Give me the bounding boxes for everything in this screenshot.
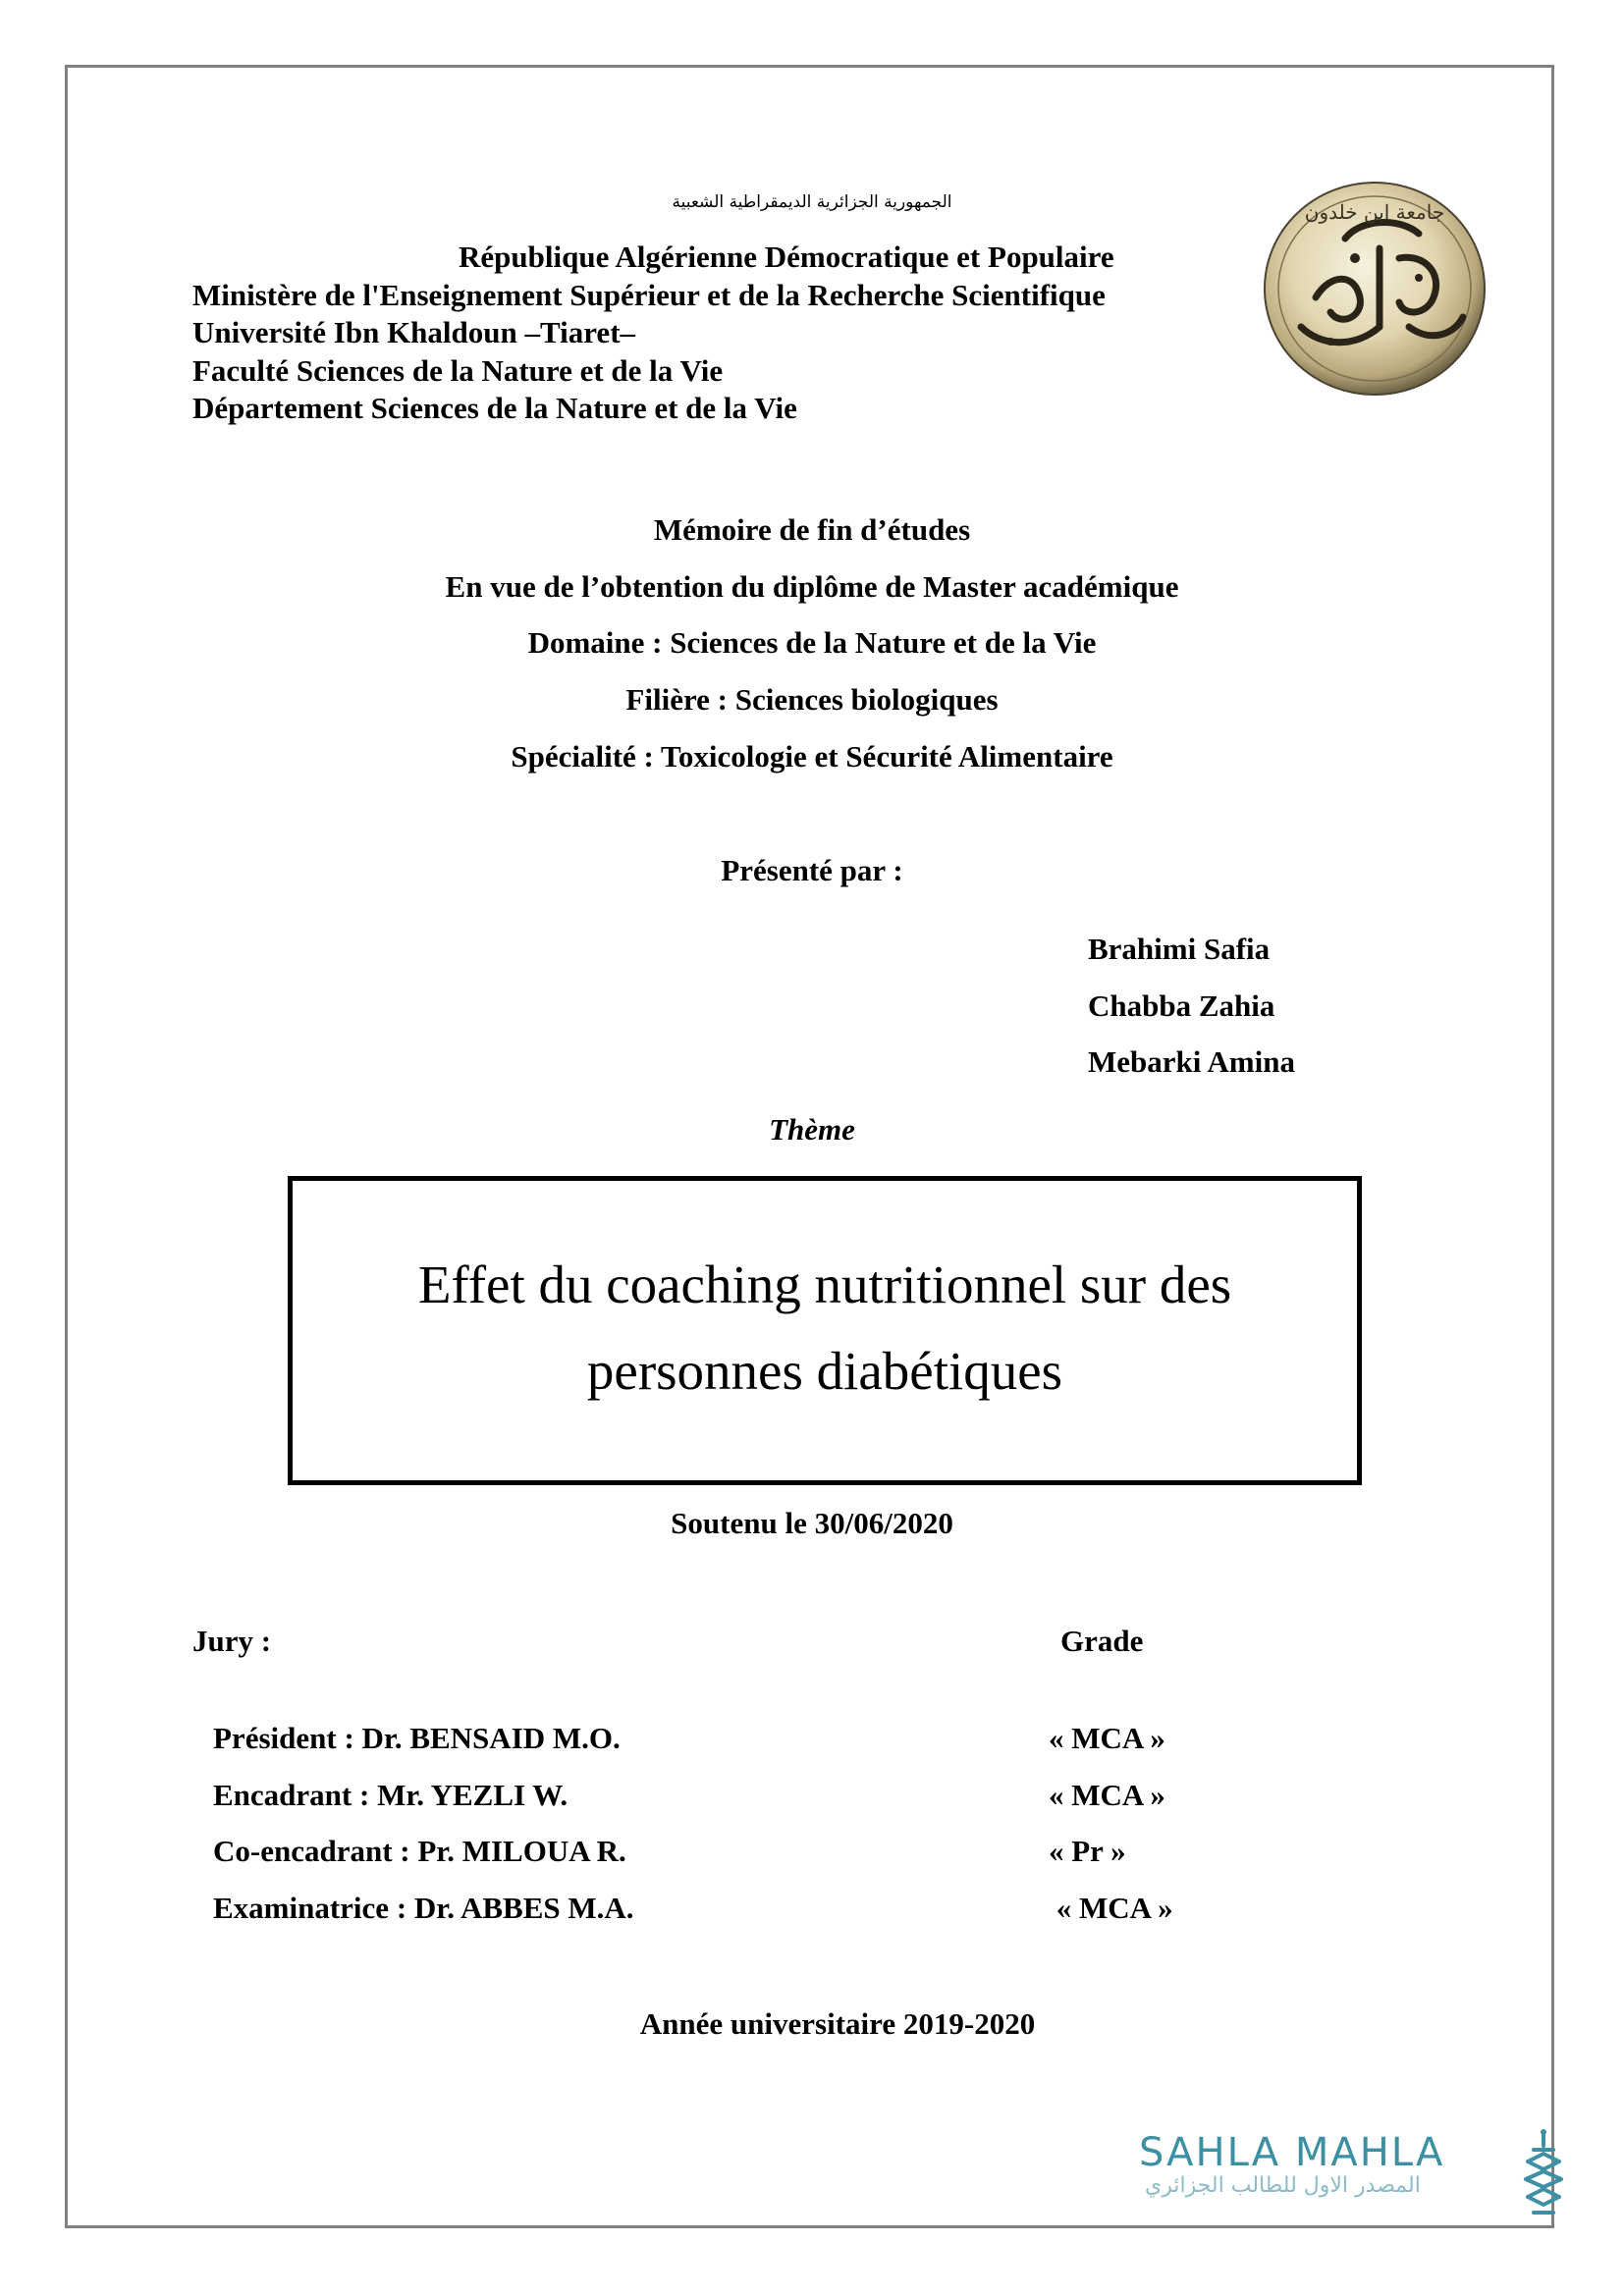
author-name: Chabba Zahia — [1088, 988, 1275, 1023]
header-line-republic: République Algérienne Démocratique et Populaire — [459, 240, 1114, 274]
thesis-type: Mémoire de fin d’études — [653, 512, 971, 547]
institution-header — [192, 239, 1114, 428]
academic-year: Année universitaire 2019-2020 — [639, 2006, 1036, 2041]
thesis-domain: Domaine : Sciences de la Nature et de la Vie — [527, 625, 1097, 660]
jury-member-supervisor: Encadrant : Mr. YEZLI W. — [213, 1778, 568, 1812]
watermark-name: SAHLA MAHLA — [1139, 2130, 1445, 2175]
sahla-mahla-watermark — [1139, 2130, 1508, 2198]
jury-grade-co-supervisor: « Pr » — [1049, 1834, 1126, 1868]
jury-grade-president: « MCA » — [1049, 1721, 1165, 1755]
jury-grade-supervisor: « MCA » — [1049, 1778, 1165, 1812]
thesis-specialty: Spécialité : Toxicologie et Sécurité Alimentaire — [511, 739, 1113, 774]
watermark-tagline: المصدر الاول للطالب الجزائري — [1145, 2173, 1421, 2198]
seal-text: جامعة ابن خلدون — [1304, 200, 1445, 224]
university-seal-icon — [1262, 180, 1488, 399]
theme-label: Thème — [769, 1112, 855, 1147]
sahla-mahla-logo-icon — [1520, 2128, 1567, 2222]
header-line-university: Université Ibn Khaldoun –Tiaret– — [192, 315, 636, 349]
header-line-department: Département Sciences de la Nature et de la Vie — [192, 391, 797, 425]
grade-label: Grade — [1060, 1624, 1144, 1658]
author-name: Mebarki Amina — [1088, 1044, 1295, 1079]
thesis-title-box — [288, 1176, 1362, 1485]
jury-member-examiner: Examinatrice : Dr. ABBES M.A. — [213, 1891, 634, 1925]
thesis-field: Filière : Sciences biologiques — [625, 682, 999, 717]
jury-label: Jury : — [192, 1624, 272, 1658]
thesis-title: Effet du coaching nutritionnel sur des personnes diabétiques — [417, 1254, 1232, 1401]
header-line-ministry: Ministère de l'Enseignement Supérieur et de la Recherche Scientifique — [192, 277, 1106, 312]
defense-date: Soutenu le 30/06/2020 — [671, 1506, 953, 1540]
jury-member-co-supervisor: Co-encadrant : Pr. MILOUA R. — [213, 1834, 626, 1868]
jury-grade-examiner: « MCA » — [1049, 1891, 1173, 1925]
header-line-faculty: Faculté Sciences de la Nature et de la Vie — [192, 352, 724, 388]
author-name: Brahimi Safia — [1088, 932, 1271, 966]
thesis-purpose: En vue de l’obtention du diplôme de Master académique — [445, 569, 1179, 604]
authors-list — [1088, 921, 1295, 1091]
presented-by-label: Présenté par : — [721, 853, 903, 887]
jury-member-president: Président : Dr. BENSAID M.O. — [213, 1721, 621, 1755]
arabic-republic-title: الجمهورية الجزائرية الديمقراطية الشعبية — [672, 192, 952, 212]
